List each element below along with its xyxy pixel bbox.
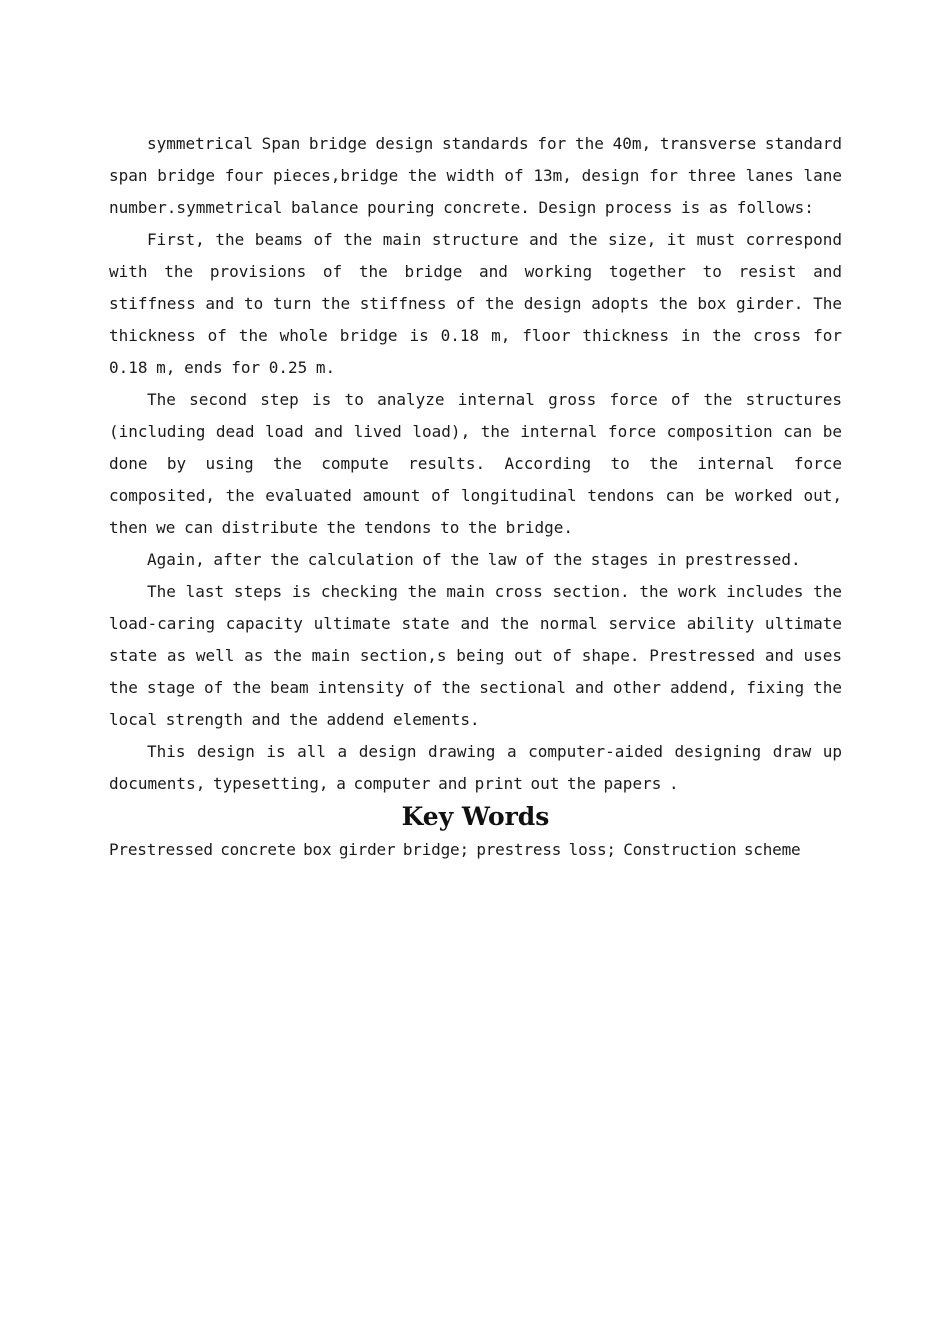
keywords-heading: Key Words: [401, 802, 550, 831]
paragraph-closing: This design is all a design drawing a computer-aided designing draw up documents, typesetting, a computer and print out the papers .: [109, 742, 842, 793]
paragraph-second-step: The second step is to analyze internal gross force of the structures (including dead load and lived load), the internal force composition can be done by using the compute results. According to the internal force composited, the evaluated amount of longitudinal tendons can be worked out, then we can distribute the tendons to the bridge.: [109, 390, 842, 537]
paragraph-intro: symmetrical Span bridge design standards for the 40m, transverse standard span bridge four pieces,bridge the width of 13m, design for three lanes lane number.symmetrical balance pouring concrete. Design process is as follows:: [109, 134, 842, 217]
abstract-body: [109, 128, 842, 866]
paragraph-last-step: The last steps is checking the main cross section. the work includes the load-caring capacity ultimate state and the normal service ability ultimate state as well as the main section,s being out of shape. Prestressed and uses the stage of the beam intensity of the sectional and other addend, fixing the local strength and the addend elements.: [109, 582, 842, 729]
paragraph-first-step: First, the beams of the main structure and the size, it must correspond with the provisions of the bridge and working together to resist and stiffness and to turn the stiffness of the design adopts the box girder. The thickness of the whole bridge is 0.18 m, floor thickness in the cross for 0.18 m, ends for 0.25 m.: [109, 230, 842, 377]
keywords-line: Prestressed concrete box girder bridge; prestress loss; Construction scheme: [109, 840, 801, 859]
paragraph-again: Again, after the calculation of the law of the stages in prestressed.: [147, 550, 801, 569]
